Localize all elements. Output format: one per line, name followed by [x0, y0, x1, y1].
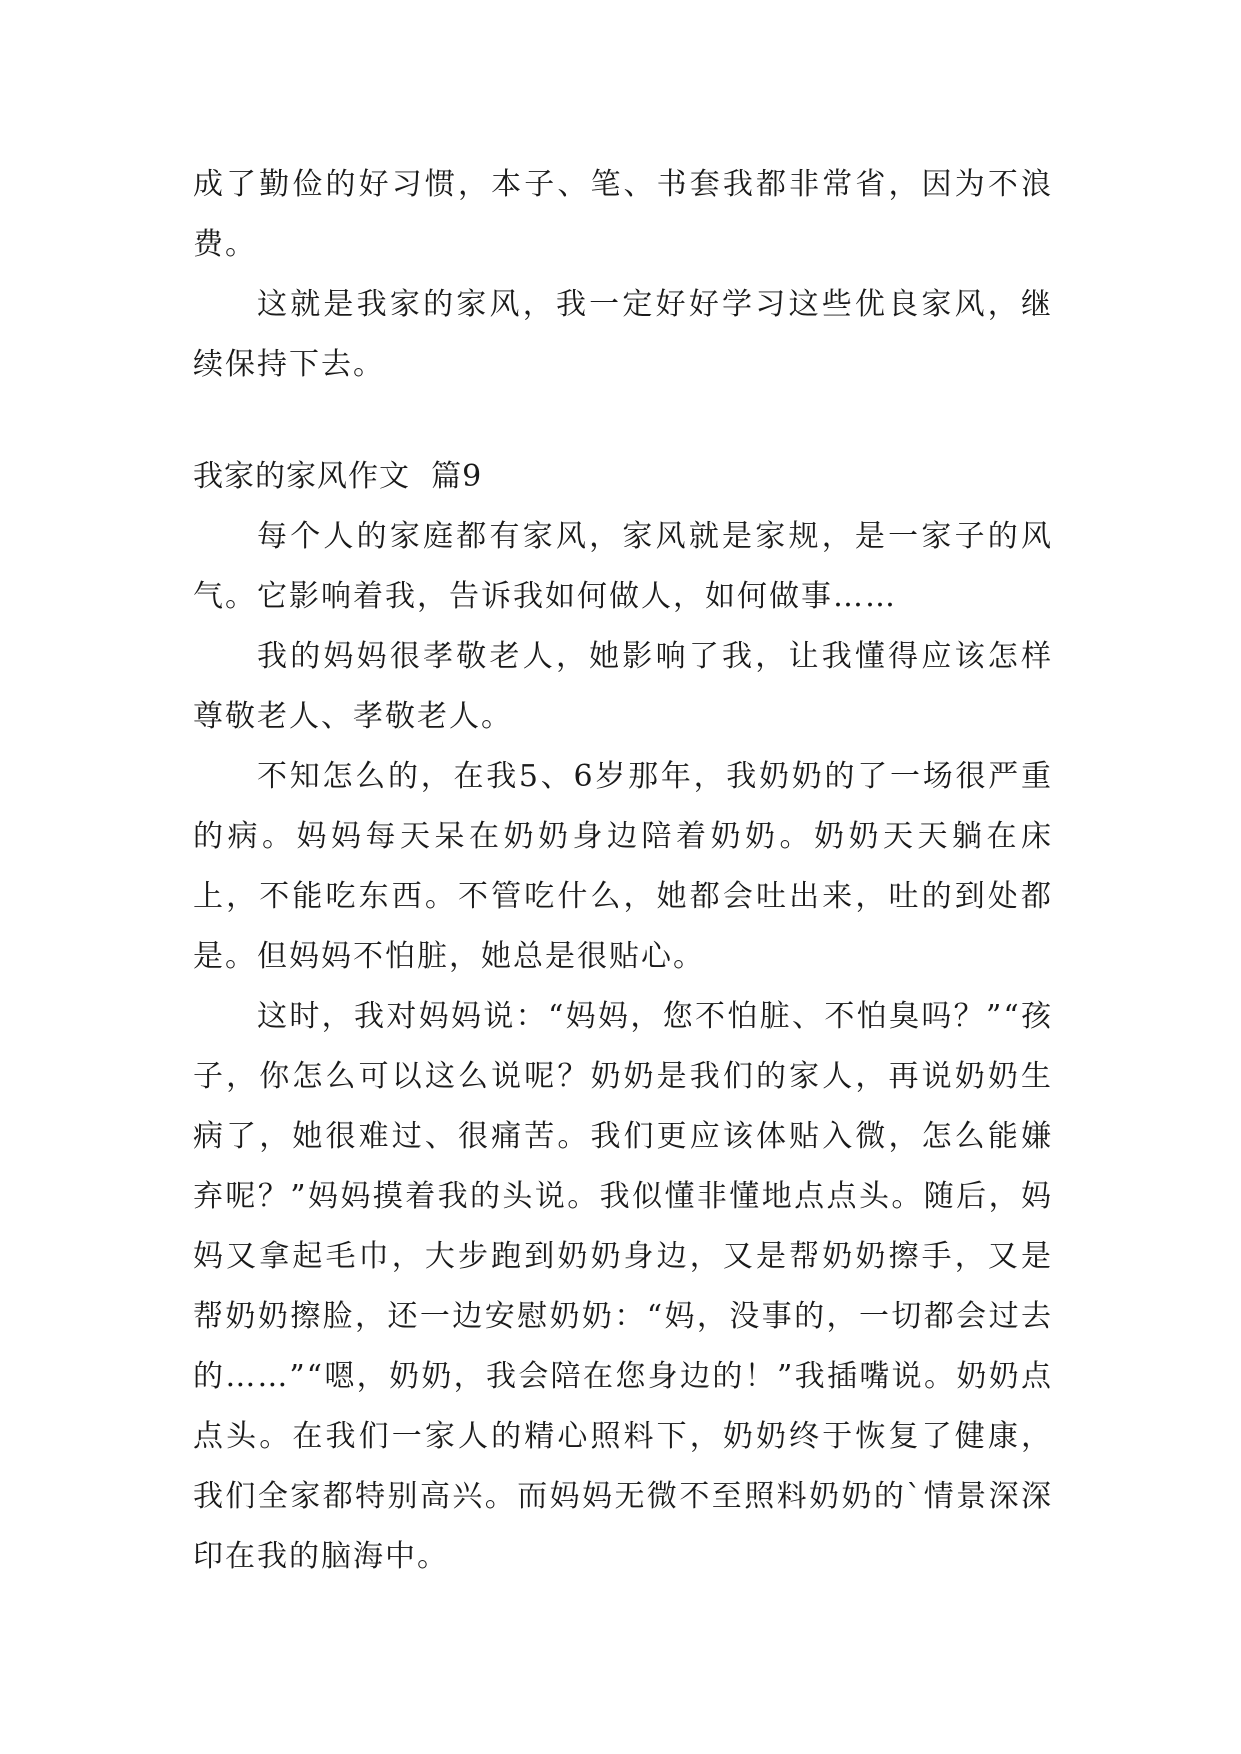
document-body [193, 155, 1053, 1587]
paragraph: 不知怎么的，在我5、6岁那年，我奶奶的了一场很严重的病。妈妈每天呆在奶奶身边陪着奶奶。奶奶天天躺在床上，不能吃东西。不管吃什么，她都会吐出来，吐的到处都是。但妈妈不怕脏，她总是很贴心。 [193, 759, 1053, 974]
paragraph: 这时，我对妈妈说：“妈妈，您不怕脏、不怕臭吗？”“孩子，你怎么可以这么说呢？奶奶是我们的家人，再说奶奶生病了，她很难过、很痛苦。我们更应该体贴入微，怎么能嫌弃呢？”妈妈摸着我的头说。我似懂非懂地点点头。随后，妈妈又拿起毛巾，大步跑到奶奶身边，又是帮奶奶擦手，又是帮奶奶擦脸，还一边安慰奶奶：“妈，没事的，一切都会过去的……”“嗯，奶奶，我会陪在您身边的！”我插嘴说。奶奶点点头。在我们一家人的精心照料下，奶奶终于恢复了健康，我们全家都特别高兴。而妈妈无微不至照料奶奶的`情景深深印在我的脑海中。 [193, 999, 1053, 1574]
paragraph-continuation: 成了勤俭的好习惯，本子、笔、书套我都非常省，因为不浪费。 [193, 167, 1053, 262]
paragraph: 每个人的家庭都有家风，家风就是家规，是一家子的风气。它影响着我，告诉我如何做人，如何做事…… [193, 519, 1053, 614]
section-title: 我家的家风作文 篇9 [193, 459, 483, 494]
paragraph-conclusion: 这就是我家的家风，我一定好好学习这些优良家风，继续保持下去。 [193, 287, 1053, 382]
paragraph: 我的妈妈很孝敬老人，她影响了我，让我懂得应该怎样尊敬老人、孝敬老人。 [193, 639, 1053, 734]
